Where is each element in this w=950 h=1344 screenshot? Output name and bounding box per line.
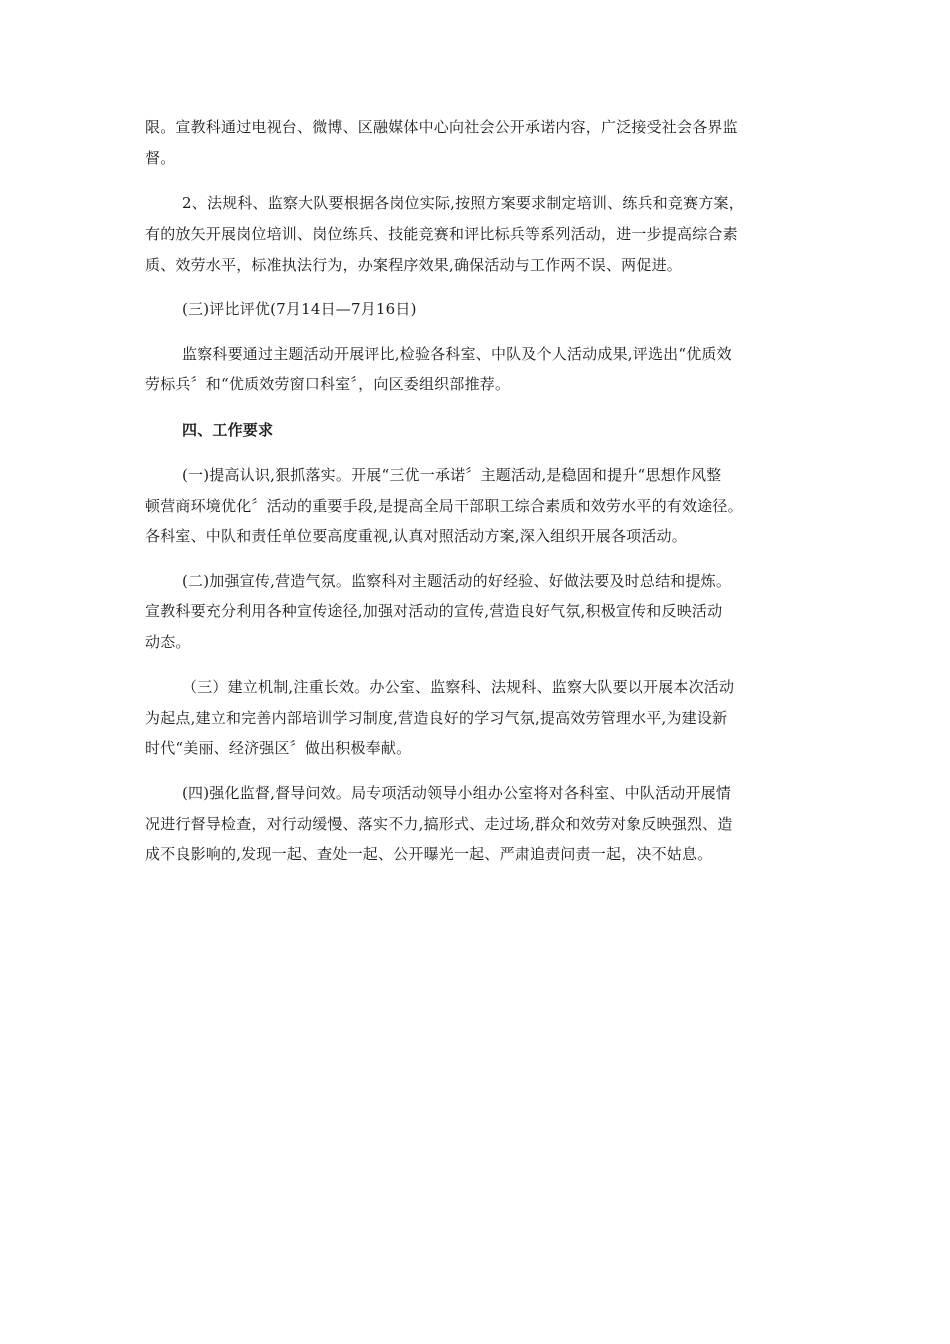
paragraph-line: 限。宣教科通过电视台、微博、区融媒体中心向社会公开承诺内容，广泛接受社会各界监: [145, 118, 738, 136]
paragraph-line: 为起点,建立和完善内部培训学习制度,营造良好的学习气氛,提高效劳管理水平,为建设新: [145, 709, 728, 727]
paragraph-line: 2、法规科、监察大队要根据各岗位实际,按照方案要求制定培训、练兵和竞赛方案，: [182, 194, 744, 212]
subsection-heading: (三)评比评优(7月14日—7月16日): [182, 300, 417, 318]
paragraph-line: 顿营商环境优化〞活动的重要手段,是提高全局干部职工综合素质和效劳水平的有效途径。: [145, 497, 743, 515]
paragraph-line: 督。: [145, 149, 176, 167]
paragraph-line: 宣教科要充分利用各种宣传途径,加强对活动的宣传,营造良好气氛,积极宣传和反映活动: [145, 602, 723, 620]
paragraph-line: 有的放矢开展岗位培训、岗位练兵、技能竞赛和评比标兵等系列活动，进一步提高综合素: [145, 225, 738, 243]
section-heading: 四、工作要求: [182, 421, 274, 439]
paragraph-line: 监察科要通过主题活动开展评比,检验各科室、中队及个人活动成果,评选出“优质效: [182, 345, 732, 363]
paragraph-line: 成不良影响的,发现一起、查处一起、公开曝光一起、严肃追责问责一起，决不姑息。: [145, 845, 713, 863]
paragraph-line: 质、效劳水平，标准执法行为，办案程序效果,确保活动与工作两不误、两促进。: [145, 256, 682, 274]
paragraph-line: 各科室、中队和责任单位要高度重视,认真对照活动方案,深入组织开展各项活动。: [145, 527, 687, 545]
paragraph-line: 劳标兵〞和“优质效劳窗口科室〞，向区委组织部推荐。: [145, 375, 511, 393]
paragraph-line: 动态。: [145, 633, 191, 651]
paragraph-line: 时代“美丽、经济强区〞做出积极奉献。: [145, 739, 412, 757]
paragraph-line: (二)加强宣传,营造气氛。监察科对主题活动的好经验、好做法要及时总结和提炼。: [182, 572, 732, 590]
paragraph-line: 况进行督导检查，对行动缓慢、落实不力,搞形式、走过场,群众和效劳对象反映强烈、造: [145, 815, 733, 833]
paragraph-line: （三）建立机制,注重长效。办公室、监察科、法规科、监察大队要以开展本次活动: [182, 678, 735, 696]
paragraph-line: (一)提高认识,狠抓落实。开展“三优一承诺〞主题活动,是稳固和提升“思想作风整: [182, 466, 722, 484]
paragraph-line: (四)强化监督,督导问效。局专项活动领导小组办公室将对各科室、中队活动开展情: [182, 784, 732, 802]
